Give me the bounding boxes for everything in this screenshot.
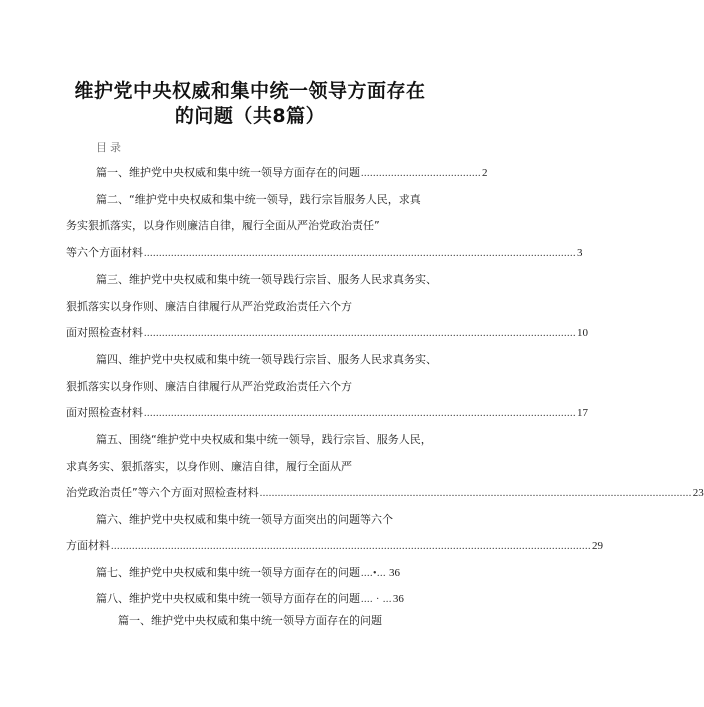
toc-entry-2-line-2[interactable]: 务实狠抓落实，以身作则廉洁自律，履行全面从严治党政治责任”	[66, 219, 380, 232]
toc-entry-7[interactable]	[96, 566, 400, 581]
toc-entry-4-page: 17	[577, 407, 588, 419]
toc-entry-5-page: 23	[692, 487, 704, 499]
toc-leader-dots: ........................................	[361, 168, 481, 179]
toc-entry-2-line-1[interactable]: 篇二、“维护党中央权威和集中统一领导，践行宗旨服务人民，求真	[96, 193, 421, 206]
toc-entry-5-line-3[interactable]	[66, 486, 704, 501]
toc-entry-3-line-1[interactable]: 篇三、维护党中央权威和集中统一领导践行宗旨、服务人民求真务实、	[96, 273, 437, 286]
toc-leader-dots: ................................................................................................................................................................	[111, 541, 591, 552]
toc-entry-5-line-1[interactable]: 篇五、围绕“维护党中央权威和集中统一领导，践行宗旨、服务人民，	[96, 433, 432, 446]
toc-leader-dots: ....•...	[361, 568, 387, 579]
document-title-line-1: 维护党中央权威和集中统一领导方面存在	[74, 80, 426, 102]
toc-entry-2-page: 3	[577, 247, 583, 259]
toc-leader-dots: .... · ...	[361, 594, 392, 605]
toc-entry-7-text: 篇七、维护党中央权威和集中统一领导方面存在的问题	[96, 566, 360, 579]
toc-heading: 目录	[96, 141, 124, 154]
section-heading: 篇一、维护党中央权威和集中统一领导方面存在的问题	[118, 614, 382, 627]
toc-leader-dots: ................................................................................................................................................	[144, 248, 576, 259]
toc-entry-4-line-2[interactable]: 狠抓落实以身作则、廉洁自律履行从严治党政治责任六个方	[66, 380, 352, 393]
toc-entry-4-text: 面对照检查材料	[66, 406, 143, 419]
toc-entry-1-text: 篇一、维护党中央权威和集中统一领导方面存在的问题	[96, 166, 360, 179]
toc-leader-dots: ................................................................................................................................................	[144, 328, 576, 339]
toc-leader-dots: ................................................................................................................................................	[144, 408, 576, 419]
toc-entry-6-line-1[interactable]: 篇六、维护党中央权威和集中统一领导方面突出的问题等六个	[96, 513, 393, 526]
toc-entry-6-line-2[interactable]	[66, 539, 603, 554]
toc-entry-3-line-2[interactable]: 狠抓落实以身作则、廉洁自律履行从严治党政治责任六个方	[66, 300, 352, 313]
toc-entry-2-line-3[interactable]	[66, 246, 583, 261]
toc-entry-8-text: 篇八、维护党中央权威和集中统一领导方面存在的问题	[96, 592, 360, 605]
toc-entry-4-line-1[interactable]: 篇四、维护党中央权威和集中统一领导践行宗旨、服务人民求真务实、	[96, 353, 437, 366]
toc-entry-5-text: 治党政治责任”等六个方面对照检查材料	[66, 486, 259, 499]
toc-entry-8[interactable]	[96, 592, 404, 607]
toc-entry-1[interactable]	[96, 166, 488, 181]
toc-entry-8-page: 36	[392, 593, 404, 605]
document-title-line-2: 的问题（共8篇）	[174, 105, 326, 127]
toc-entry-3-page: 10	[577, 327, 588, 339]
toc-entry-1-page: 2	[482, 167, 488, 179]
toc-entry-5-line-2[interactable]: 求真务实、狠抓落实，以身作则、廉洁自律，履行全面从严	[66, 460, 352, 473]
toc-entry-2-text: 等六个方面材料	[66, 246, 143, 259]
toc-entry-4-line-3[interactable]	[66, 406, 588, 421]
toc-entry-6-text: 方面材料	[66, 539, 110, 552]
toc-entry-3-text: 面对照检查材料	[66, 326, 143, 339]
toc-entry-3-line-3[interactable]	[66, 326, 588, 341]
toc-leader-dots: ................................................................................................................................................	[259, 488, 692, 499]
toc-entry-6-page: 29	[592, 540, 603, 552]
toc-entry-7-page: 36	[389, 567, 400, 579]
